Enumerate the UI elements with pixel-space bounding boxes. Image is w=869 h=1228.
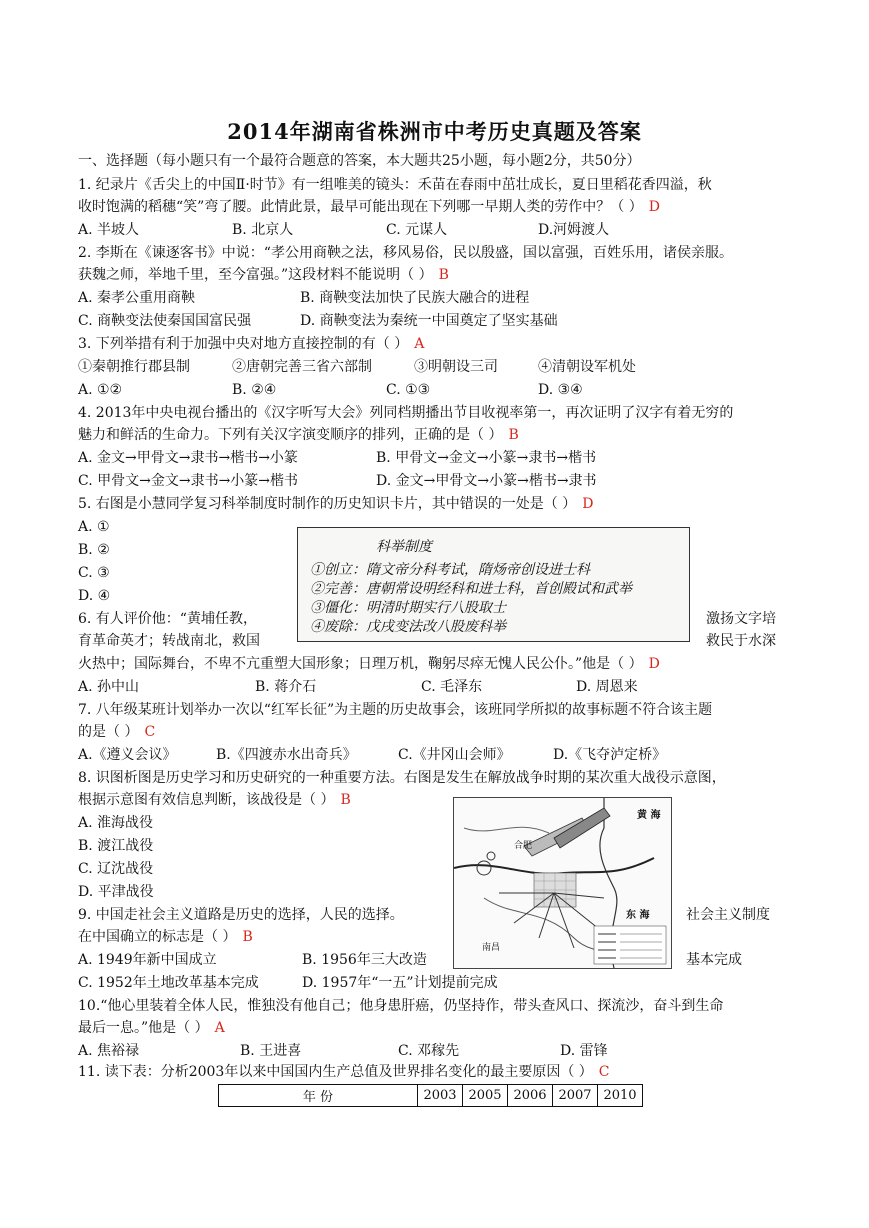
q10-option-a: A. 焦裕禄 bbox=[78, 1043, 140, 1059]
gdp-table bbox=[218, 1084, 643, 1107]
q4-option-b: B. 甲骨文→金文→小篆→隶书→楷书 bbox=[376, 450, 597, 466]
q9-line-1a: 9. 中国走社会主义道路是历史的选择，人民的选择。 bbox=[78, 907, 404, 923]
q8-option-c: C. 辽沈战役 bbox=[78, 861, 154, 877]
q2-option-d: D. 商鞅变法为秦统一中国奠定了坚实基础 bbox=[300, 313, 558, 329]
q4-option-a: A. 金文→甲骨文→隶书→楷书→小篆 bbox=[78, 450, 298, 466]
q11-answer: C bbox=[598, 1064, 610, 1080]
q6-line-2a: 育革命英才；转战南北，救国 bbox=[78, 633, 260, 649]
q6-option-c: C. 毛泽东 bbox=[421, 679, 483, 695]
q9-option-a: A. 1949年新中国成立 bbox=[78, 952, 217, 968]
q4-answer: B bbox=[508, 427, 519, 443]
q6-option-d: D. 周恩来 bbox=[576, 679, 638, 695]
q3-option-d: D. ③④ bbox=[538, 382, 583, 398]
q3-item-3: ③明朝设三司 bbox=[414, 359, 498, 375]
q10-answer: A bbox=[214, 1020, 225, 1036]
q5-option-a: A. ① bbox=[78, 519, 110, 535]
q10-line-1: 10.“他心里装着全体人民，惟独没有他自己；他身患肝癌，仍坚持作，带头查风口、探流沙，奋斗到生命 bbox=[78, 998, 724, 1014]
q6-line-1a: 6. 有人评价他：“黄埔任教， bbox=[78, 611, 257, 627]
q7-option-d: D.《飞夺泸定桥》 bbox=[553, 747, 667, 763]
q1-option-c: C. 元谋人 bbox=[386, 222, 448, 238]
q4-line-2: 魅力和鲜活的生命力。下列有关汉字演变顺序的排列，正确的是（ ） B bbox=[78, 427, 519, 443]
map-label-east-sea: 东 海 bbox=[626, 910, 650, 921]
q4-line-1: 4. 2013年中央电视台播出的《汉字听写大会》列同档期播出节目收视率第一，再次证明了汉字有着无穷的 bbox=[78, 405, 734, 421]
q3-item-1: ①秦朝推行郡县制 bbox=[78, 359, 190, 375]
q2-option-a: A. 秦孝公重用商鞅 bbox=[78, 290, 196, 306]
q6-option-a: A. 孙中山 bbox=[78, 679, 140, 695]
table-cell-year: 2005 bbox=[463, 1085, 508, 1107]
q10-option-c: C. 邓稼先 bbox=[398, 1043, 460, 1059]
q2-answer: B bbox=[438, 267, 449, 283]
q1-option-a: A. 半坡人 bbox=[78, 222, 140, 238]
q10-line-2: 最后一息。”他是（ ） A bbox=[78, 1020, 225, 1036]
q8-option-b: B. 渡江战役 bbox=[78, 838, 154, 854]
q9-line-2: 在中国确立的标志是（ ） B bbox=[78, 929, 253, 945]
q6-line-2b: 救民于水深 bbox=[706, 633, 776, 649]
q2-option-c: C. 商鞅变法使秦国国富民强 bbox=[78, 313, 252, 329]
q6-option-b: B. 蒋介石 bbox=[255, 679, 317, 695]
q11-line-1: 11. 读下表：分析2003年以来中国国内生产总值及世界排名变化的最主要原因（ ） C bbox=[78, 1064, 610, 1080]
q3-line-1: 3. 下列举措有利于加强中央对地方直接控制的有（ ） A bbox=[78, 336, 425, 352]
q5-option-d: D. ④ bbox=[78, 588, 111, 604]
q4-option-c: C. 甲骨文→金文→隶书→小篆→楷书 bbox=[78, 473, 299, 489]
keju-knowledge-card bbox=[297, 527, 690, 642]
q2-line-1: 2. 李斯在《谏逐客书》中说：“孝公用商鞅之法，移风易俗，民以殷盛，国以富强，百姓乐用，诸侯亲服。 bbox=[78, 245, 733, 261]
page-title: 2014年湖南省株洲市中考历史真题及答案 bbox=[227, 119, 642, 144]
q1-option-b: B. 北京人 bbox=[232, 222, 294, 238]
table-cell-year: 2010 bbox=[598, 1085, 643, 1107]
q6-answer: D bbox=[648, 656, 660, 672]
q3-answer: A bbox=[414, 336, 425, 352]
table-row bbox=[219, 1085, 643, 1107]
q6-line-3: 火热中；国际舞台，不卑不亢重塑大国形象；日理万机，鞠躬尽瘁无愧人民公仆。”他是（ ） D bbox=[78, 656, 660, 672]
card-line-1: ①创立：隋文帝分科考试，隋炀帝创设进士科 bbox=[310, 562, 590, 578]
q6-line-1b: 激扬文字培 bbox=[706, 611, 776, 627]
table-cell-year: 2003 bbox=[418, 1085, 463, 1107]
card-title: 科举制度 bbox=[376, 539, 432, 555]
q5-option-c: C. ③ bbox=[78, 565, 110, 581]
q10-option-b: B. 王进喜 bbox=[240, 1043, 302, 1059]
table-cell-year: 2007 bbox=[553, 1085, 598, 1107]
section-heading: 一、选择题（每小题只有一个最符合题意的答案，本大题共25小题，每小题2分，共50分） bbox=[78, 153, 641, 169]
card-line-3: ③僵化：明清时期实行八股取士 bbox=[310, 600, 506, 616]
map-label-hefei: 合肥 bbox=[514, 841, 533, 851]
q8-option-d: D. 平津战役 bbox=[78, 884, 154, 900]
q7-line-1: 7. 八年级某班计划举办一次以“红军长征”为主题的历史故事会，该班同学所拟的故事标题不符合该主题 bbox=[78, 702, 713, 718]
q9-option-c: C. 1952年土地改革基本完成 bbox=[78, 975, 259, 991]
map-label-yellow-sea: 黄 海 bbox=[637, 810, 661, 821]
q1-answer: D bbox=[648, 199, 660, 215]
q7-answer: C bbox=[144, 724, 156, 740]
q5-line-1: 5. 右图是小慧同学复习科举制度时制作的历史知识卡片，其中错误的一处是（ ） D bbox=[78, 496, 594, 512]
battle-map bbox=[453, 797, 672, 969]
q9-option-d: D. 1957年“一五”计划提前完成 bbox=[302, 975, 498, 991]
card-line-2: ②完善：唐朝常设明经科和进士科，首创殿试和武举 bbox=[310, 581, 632, 597]
q7-line-2: 的是（ ） C bbox=[78, 724, 156, 740]
q8-line-2: 根据示意图有效信息判断，该战役是（ ） B bbox=[78, 792, 351, 808]
q8-answer: B bbox=[340, 792, 351, 808]
q1-line-1: 1. 纪录片《舌尖上的中国Ⅱ·时节》有一组唯美的镜头：禾苗在春雨中茁壮成长，夏日里稻花香四溢，秋 bbox=[78, 177, 712, 193]
table-cell-year: 2006 bbox=[508, 1085, 553, 1107]
q8-line-1: 8. 识图析图是历史学习和历史研究的一种重要方法。右图是发生在解放战争时期的某次重大战役示意图， bbox=[78, 770, 726, 786]
q9-option-b-cont: 基本完成 bbox=[686, 952, 742, 968]
q9-line-1b: 社会主义制度 bbox=[686, 907, 770, 923]
q5-option-b: B. ② bbox=[78, 542, 110, 558]
q9-option-b: B. 1956年三大改造 bbox=[302, 952, 427, 968]
q2-option-b: B. 商鞅变法加快了民族大融合的进程 bbox=[300, 290, 530, 306]
q3-option-a: A. ①② bbox=[78, 382, 123, 398]
q4-option-d: D. 金文→甲骨文→小篆→楷书→隶书 bbox=[376, 473, 597, 489]
q3-item-4: ④清朝设军机处 bbox=[538, 359, 636, 375]
card-line-4: ④废除：戊戌变法改八股废科举 bbox=[310, 619, 506, 635]
q3-option-c: C. ①③ bbox=[386, 382, 431, 398]
q8-option-a: A. 淮海战役 bbox=[78, 815, 154, 831]
q5-answer: D bbox=[582, 496, 594, 512]
q7-option-a: A.《遵义会议》 bbox=[78, 747, 177, 763]
table-header-year: 年 份 bbox=[219, 1085, 418, 1107]
q7-option-c: C.《井冈山会师》 bbox=[398, 747, 511, 763]
q1-option-d: D.河姆渡人 bbox=[538, 222, 610, 238]
q9-answer: B bbox=[242, 929, 253, 945]
q1-line-2: 收时饱满的稻穗“笑”弯了腰。此情此景，最早可能出现在下列哪一早期人类的劳作中？（ ） D bbox=[78, 199, 660, 215]
q7-option-b: B.《四渡赤水出奇兵》 bbox=[216, 747, 357, 763]
q3-option-b: B. ②④ bbox=[232, 382, 277, 398]
q3-item-2: ②唐朝完善三省六部制 bbox=[232, 359, 372, 375]
map-label-nanchang: 南昌 bbox=[482, 943, 501, 953]
q10-option-d: D. 雷锋 bbox=[560, 1043, 608, 1059]
q2-line-2: 获魏之师，举地千里，至今富强。”这段材料不能说明（ ） B bbox=[78, 267, 449, 283]
